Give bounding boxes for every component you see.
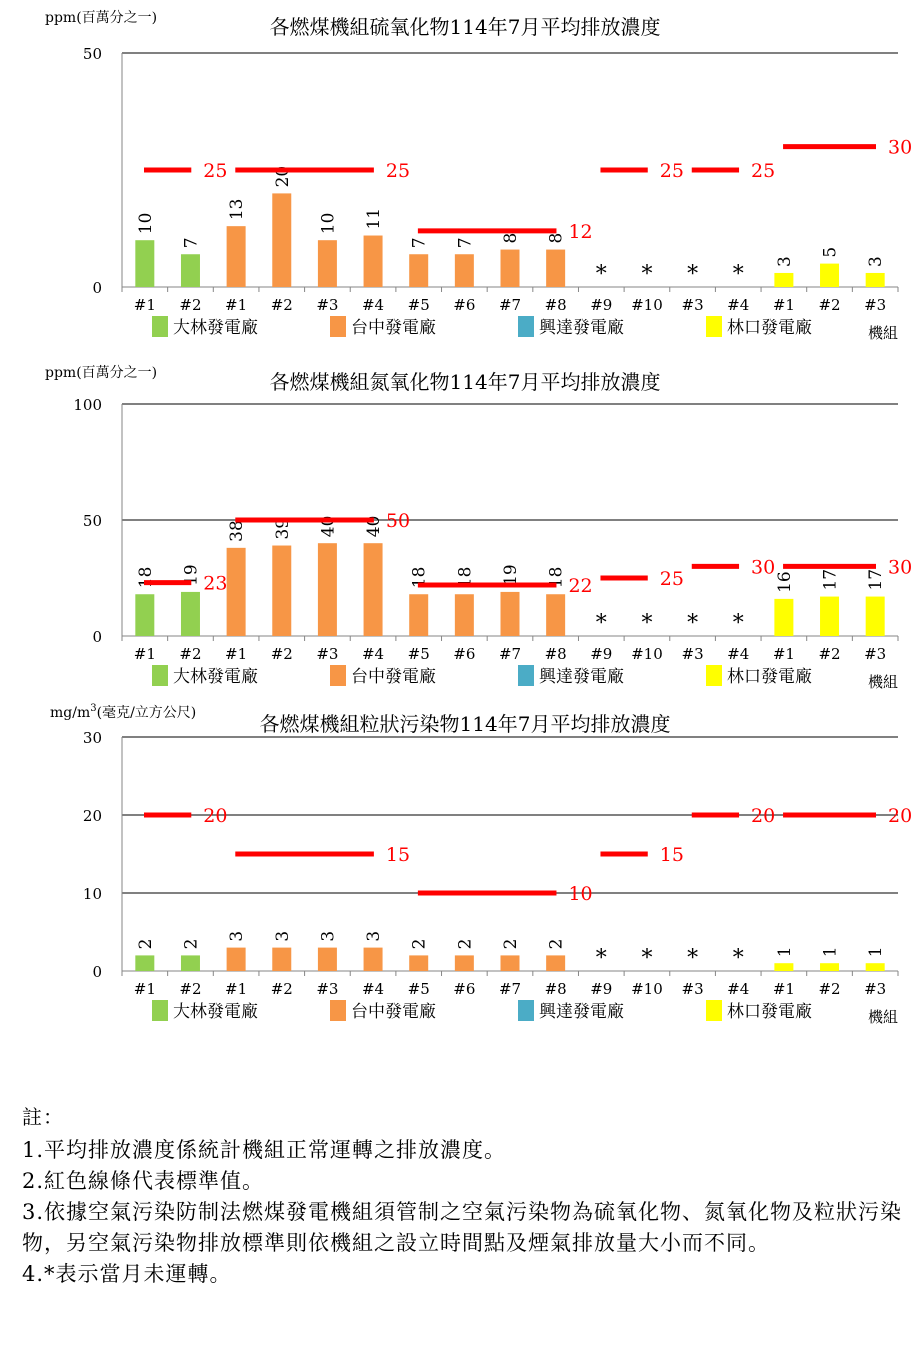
nox-bar <box>181 592 200 636</box>
nox-bar <box>455 594 474 636</box>
pm-bar <box>135 955 154 971</box>
nox-x-tick-label: #2 <box>818 645 841 663</box>
nox-x-tick-label: #2 <box>270 645 293 663</box>
notes-heading: 註： <box>22 1105 64 1129</box>
nox-bar <box>227 548 246 636</box>
sox-x-tick-label: #2 <box>179 296 202 314</box>
sox-x-tick-label: #2 <box>818 296 841 314</box>
sox-data-label: 10 <box>135 212 156 235</box>
sox-data-label: 3 <box>866 256 887 267</box>
sox-bar <box>501 250 520 287</box>
sox-data-label: 11 <box>364 207 385 230</box>
pm-not-operating-mark: * <box>732 946 744 971</box>
nox-bar <box>774 599 793 636</box>
sox-legend-label-hsinta: 興達發電廠 <box>539 318 624 338</box>
sox-data-label: 8 <box>501 232 521 244</box>
sox-chart-title: 各燃煤機組硫氧化物114年7月平均排放濃度 <box>269 15 661 39</box>
sox-x-tick-label: #10 <box>631 296 663 314</box>
pm-legend-label-taichung: 台中發電廠 <box>351 1002 436 1022</box>
nox-not-operating-mark: * <box>732 611 744 636</box>
sox-x-tick-label: #3 <box>316 296 339 314</box>
nox-data-label: 18 <box>546 566 567 589</box>
pm-data-label: 1 <box>820 946 841 958</box>
nox-bar <box>546 594 565 636</box>
sox-standard-label: 12 <box>568 220 593 243</box>
nox-bar <box>409 594 428 636</box>
nox-bar <box>135 594 154 636</box>
sox-bar <box>181 254 200 287</box>
nox-x-tick-label: #3 <box>316 645 339 663</box>
pm-data-label: 2 <box>181 938 202 950</box>
pm-standard-label: 15 <box>659 844 684 866</box>
pm-legend-swatch-linkou <box>706 1000 722 1021</box>
nox-x-tick-label: #6 <box>453 645 476 663</box>
sox-chart-svg <box>0 0 915 345</box>
pm-chart-title: 各燃煤機組粒狀污染物114年7月平均排放濃度 <box>259 712 671 736</box>
pm-data-label: 2 <box>546 938 567 950</box>
nox-not-operating-mark: * <box>595 611 607 636</box>
sox-not-operating-mark: * <box>595 262 607 287</box>
nox-x-tick-label: #1 <box>225 645 248 663</box>
nox-chart <box>0 355 915 700</box>
notes-section <box>22 1102 907 1290</box>
nox-bar <box>501 592 520 636</box>
nox-data-label: 18 <box>455 566 476 589</box>
sox-data-label: 10 <box>318 212 339 235</box>
pm-bar <box>546 955 565 971</box>
nox-bar <box>318 543 337 636</box>
pm-standard-label: 15 <box>385 844 411 866</box>
pm-legend-label-hsinta: 興達發電廠 <box>539 1002 624 1022</box>
pm-x-axis-unit-label: 機組 <box>868 1008 899 1026</box>
nox-x-tick-label: #8 <box>544 645 567 663</box>
sox-bar <box>135 240 154 287</box>
pm-bar <box>272 948 291 971</box>
sox-x-tick-label: #9 <box>590 296 613 314</box>
sox-data-label: 20 <box>272 165 293 188</box>
nox-standard-label: 22 <box>568 574 593 597</box>
nox-bar <box>820 597 839 636</box>
nox-x-tick-label: #1 <box>772 645 795 663</box>
sox-standard-label: 25 <box>659 160 684 182</box>
pm-x-tick-label: #3 <box>681 980 704 998</box>
sox-y-tick-label: 50 <box>82 45 102 63</box>
nox-data-label: 40 <box>364 515 385 538</box>
nox-data-label: 17 <box>820 568 841 591</box>
pm-y-tick-label: 20 <box>82 807 102 825</box>
sox-x-tick-label: #5 <box>407 296 430 314</box>
sox-x-tick-label: #6 <box>453 296 476 314</box>
nox-standard-label: 50 <box>385 510 411 532</box>
pm-standard-label: 20 <box>203 805 228 827</box>
nox-data-label: 38 <box>227 520 248 542</box>
nox-x-tick-label: #3 <box>864 645 887 663</box>
sox-bar <box>866 273 885 287</box>
nox-data-label: 40 <box>318 515 339 538</box>
sox-x-tick-label: #3 <box>864 296 887 314</box>
pm-x-tick-label: #10 <box>631 980 663 998</box>
pm-standard-label: 20 <box>751 805 776 827</box>
pm-data-label: 3 <box>227 930 248 942</box>
sox-legend-label-linkou: 林口發電廠 <box>727 318 812 338</box>
nox-bar <box>364 543 383 636</box>
nox-standard-label: 23 <box>203 572 228 595</box>
pm-data-label: 2 <box>455 938 476 950</box>
pm-bar <box>181 955 200 971</box>
nox-data-label: 18 <box>409 566 430 589</box>
nox-x-tick-label: #10 <box>631 645 663 663</box>
pm-bar <box>409 955 428 971</box>
sox-data-label: 13 <box>227 198 248 221</box>
sox-x-tick-label: #4 <box>727 296 750 314</box>
note-item-2: 2.紅色線條代表標準值。 <box>22 1169 265 1193</box>
pm-data-label: 2 <box>409 938 430 950</box>
pm-chart <box>0 700 915 1045</box>
sox-data-label: 7 <box>409 237 430 249</box>
nox-x-tick-label: #7 <box>498 645 522 663</box>
sox-bar <box>409 254 428 287</box>
pm-data-label: 3 <box>364 930 385 942</box>
pm-x-tick-label: #1 <box>225 980 248 998</box>
pm-x-tick-label: #3 <box>316 980 339 998</box>
pm-data-label: 2 <box>135 938 156 950</box>
nox-legend-swatch-hsinta <box>518 665 534 686</box>
nox-data-label: 17 <box>866 568 887 591</box>
nox-legend-swatch-taichung <box>330 665 346 686</box>
sox-bar <box>227 226 246 287</box>
pm-bar <box>318 948 337 971</box>
pm-not-operating-mark: * <box>687 946 699 971</box>
pm-x-tick-label: #3 <box>864 980 887 998</box>
nox-not-operating-mark: * <box>687 611 699 636</box>
sox-x-tick-label: #7 <box>498 296 522 314</box>
sox-legend-swatch-linkou <box>706 316 722 337</box>
sox-bar <box>318 240 337 287</box>
sox-x-tick-label: #2 <box>270 296 293 314</box>
pm-y-tick-label: 10 <box>82 885 102 903</box>
pm-legend-swatch-dalin <box>152 1000 168 1021</box>
nox-x-tick-label: #4 <box>727 645 750 663</box>
pm-legend-swatch-taichung <box>330 1000 346 1021</box>
sox-bar <box>774 273 793 287</box>
sox-not-operating-mark: * <box>687 262 699 287</box>
sox-standard-label: 25 <box>203 160 228 182</box>
pm-data-label: 3 <box>272 930 293 942</box>
sox-standard-label: 25 <box>751 160 776 182</box>
pm-x-tick-label: #1 <box>772 980 795 998</box>
pm-legend-label-linkou: 林口發電廠 <box>727 1002 812 1022</box>
pm-data-label: 1 <box>774 946 795 958</box>
nox-bar <box>272 546 291 636</box>
pm-x-tick-label: #9 <box>590 980 613 998</box>
nox-x-tick-label: #4 <box>361 645 385 663</box>
pm-bar <box>820 963 839 971</box>
pm-data-label: 2 <box>501 938 521 950</box>
pm-data-label: 3 <box>318 930 339 942</box>
pm-x-tick-label: #6 <box>453 980 476 998</box>
nox-y-tick-label: 50 <box>82 512 102 530</box>
pm-data-label: 1 <box>866 946 887 958</box>
pm-x-tick-label: #4 <box>361 980 385 998</box>
pm-x-tick-label: #7 <box>498 980 522 998</box>
pm-y-axis-label: $mg/m^3$(毫克/立方公尺) <box>50 703 197 721</box>
pm-bar <box>501 955 520 971</box>
pm-x-tick-label: #2 <box>270 980 293 998</box>
sox-chart <box>0 0 915 345</box>
pm-y-tick-label: 30 <box>82 729 102 747</box>
sox-x-axis-unit-label: 機組 <box>868 324 899 342</box>
nox-chart-title: 各燃煤機組氮氧化物114年7月平均排放濃度 <box>269 370 661 394</box>
nox-legend-label-linkou: 林口發電廠 <box>727 667 812 687</box>
sox-x-tick-label: #8 <box>544 296 567 314</box>
pm-legend-swatch-hsinta <box>518 1000 534 1021</box>
sox-data-label: 3 <box>774 256 795 267</box>
nox-x-tick-label: #3 <box>681 645 704 663</box>
pm-bar <box>455 955 474 971</box>
sox-standard-label: 25 <box>385 160 411 182</box>
pm-bar <box>227 948 246 971</box>
note-item-3: 3.依據空氣污染防制法燃煤發電機組須管制之空氣污染物為硫氧化物、氮氧化物及粒狀污染物，另空氣污染物排放標準則依機組之設立時間點及煙氣排放量大小而不同。 <box>22 1200 903 1255</box>
note-item-1: 1.平均排放濃度係統計機組正常運轉之排放濃度。 <box>22 1138 507 1162</box>
nox-y-tick-label: 100 <box>73 396 102 414</box>
pm-x-tick-label: #1 <box>133 980 156 998</box>
sox-not-operating-mark: * <box>732 262 744 287</box>
pm-y-tick-label: 0 <box>92 963 102 981</box>
sox-bar <box>546 250 565 287</box>
nox-x-axis-unit-label: 機組 <box>868 673 899 691</box>
nox-legend-label-dalin: 大林發電廠 <box>173 667 258 687</box>
sox-legend-swatch-dalin <box>152 316 168 337</box>
nox-standard-label: 30 <box>888 556 913 579</box>
sox-bar <box>272 193 291 287</box>
pm-standard-label: 10 <box>568 883 593 905</box>
sox-x-tick-label: #1 <box>133 296 156 314</box>
sox-data-label: 8 <box>546 232 567 244</box>
sox-legend-label-taichung: 台中發電廠 <box>351 318 436 338</box>
nox-chart-svg <box>0 355 915 700</box>
nox-standard-label: 25 <box>659 568 684 590</box>
nox-data-label: 39 <box>272 517 293 540</box>
nox-not-operating-mark: * <box>641 611 653 636</box>
pm-chart-svg <box>0 700 915 1045</box>
sox-x-tick-label: #1 <box>772 296 795 314</box>
pm-x-tick-label: #2 <box>179 980 202 998</box>
nox-x-tick-label: #1 <box>133 645 156 663</box>
sox-data-label: 7 <box>181 237 202 249</box>
nox-x-tick-label: #2 <box>179 645 202 663</box>
pm-bar <box>364 948 383 971</box>
sox-legend-label-dalin: 大林發電廠 <box>173 318 258 338</box>
sox-x-tick-label: #1 <box>225 296 248 314</box>
nox-legend-swatch-dalin <box>152 665 168 686</box>
pm-standard-label: 20 <box>888 805 913 827</box>
sox-x-tick-label: #4 <box>361 296 385 314</box>
sox-y-tick-label: 0 <box>92 279 102 297</box>
nox-y-tick-label: 0 <box>92 628 102 646</box>
nox-data-label: 18 <box>135 566 156 589</box>
nox-data-label: 16 <box>774 571 795 593</box>
sox-data-label: 7 <box>455 237 476 249</box>
nox-standard-label: 30 <box>751 556 776 579</box>
pm-bar <box>866 963 885 971</box>
pm-x-tick-label: #2 <box>818 980 841 998</box>
nox-y-axis-label: ppm(百萬分之一) <box>45 365 158 381</box>
pm-x-tick-label: #4 <box>727 980 750 998</box>
note-item-4: 4.*表示當月未運轉。 <box>22 1262 232 1286</box>
sox-standard-label: 30 <box>888 136 913 159</box>
nox-data-label: 19 <box>501 564 521 586</box>
sox-x-tick-label: #3 <box>681 296 704 314</box>
nox-bar <box>866 597 885 636</box>
pm-x-tick-label: #5 <box>407 980 430 998</box>
sox-legend-swatch-hsinta <box>518 316 534 337</box>
pm-not-operating-mark: * <box>595 946 607 971</box>
sox-not-operating-mark: * <box>641 262 653 287</box>
sox-data-label: 5 <box>820 246 841 258</box>
pm-not-operating-mark: * <box>641 946 653 971</box>
pm-legend-label-dalin: 大林發電廠 <box>173 1002 258 1022</box>
nox-legend-swatch-linkou <box>706 665 722 686</box>
nox-data-label: 19 <box>181 564 202 586</box>
pm-x-tick-label: #8 <box>544 980 567 998</box>
nox-legend-label-taichung: 台中發電廠 <box>351 667 436 687</box>
sox-bar <box>455 254 474 287</box>
nox-x-tick-label: #5 <box>407 645 430 663</box>
pm-bar <box>774 963 793 971</box>
nox-legend-label-hsinta: 興達發電廠 <box>539 667 624 687</box>
sox-bar <box>820 264 839 287</box>
sox-bar <box>364 236 383 287</box>
sox-y-axis-label: ppm(百萬分之一) <box>45 10 158 26</box>
sox-legend-swatch-taichung <box>330 316 346 337</box>
nox-x-tick-label: #9 <box>590 645 613 663</box>
